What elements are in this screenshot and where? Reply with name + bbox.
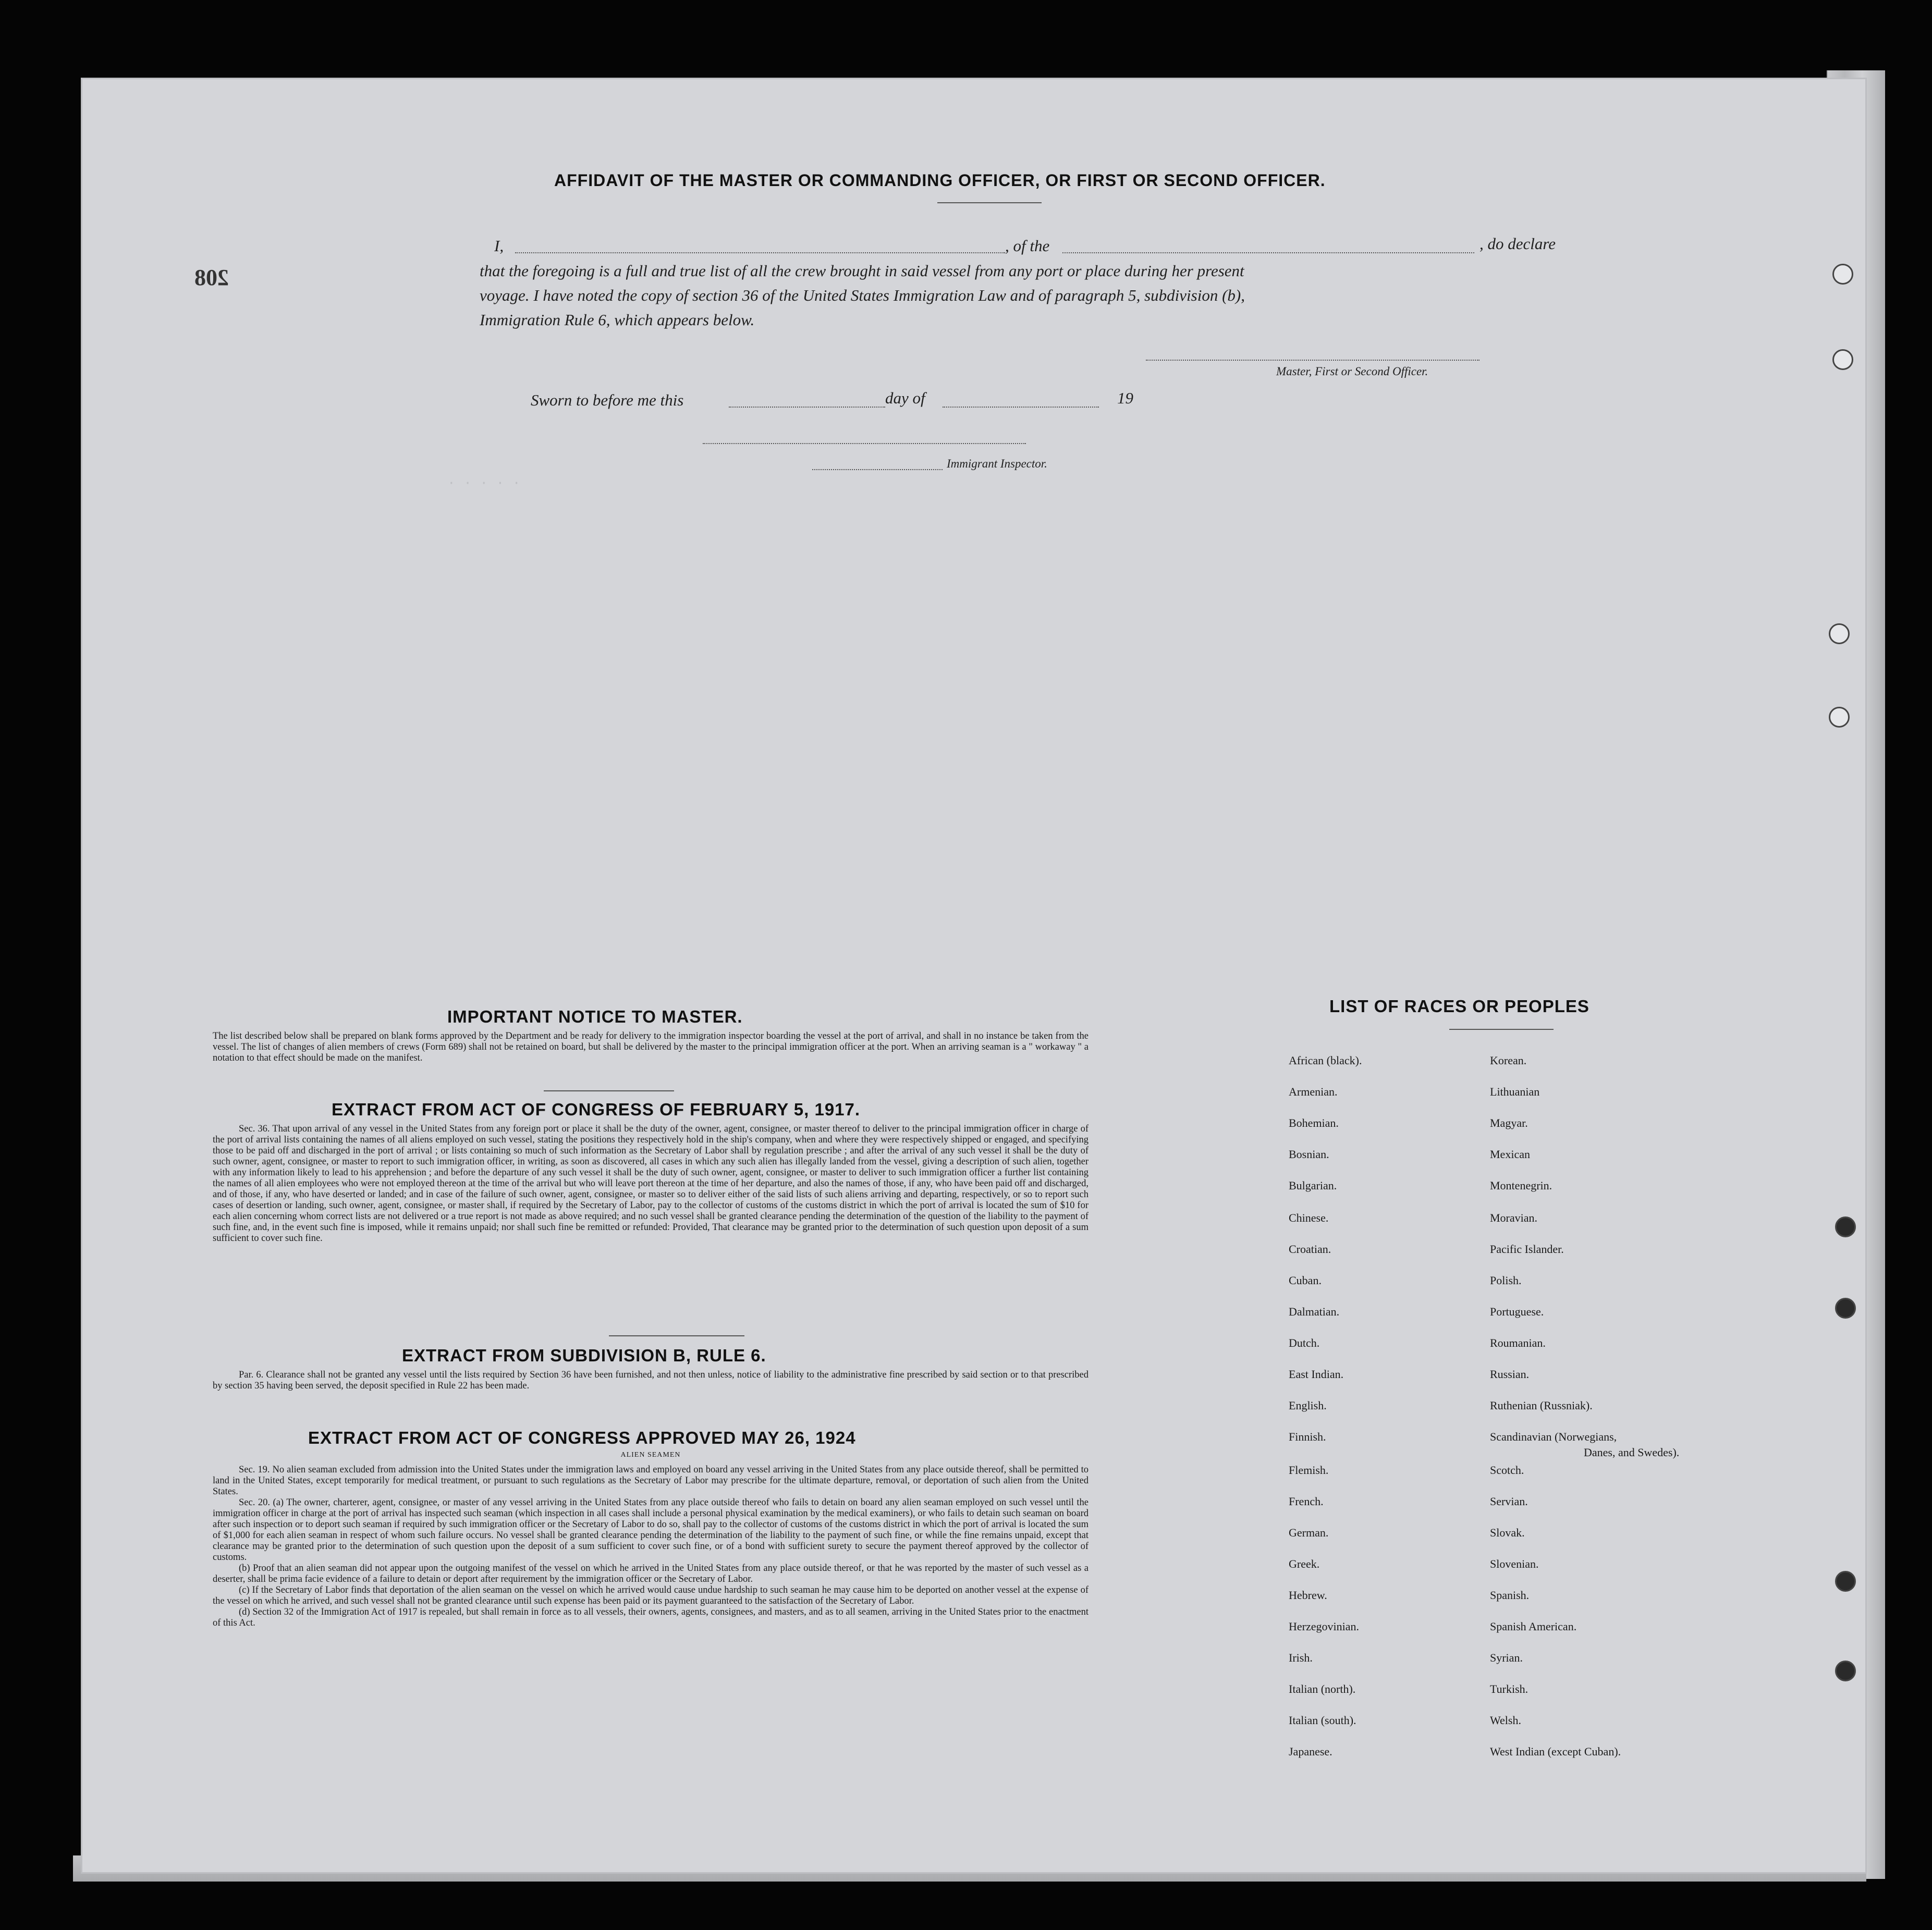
binder-hole	[1832, 264, 1853, 285]
races-title: LIST OF RACES OR PEOPLES	[1329, 997, 1589, 1016]
extract-1924-subtitle: ALIEN SEAMEN	[620, 1451, 681, 1459]
extract-1924-sec-19: Sec. 19. No alien seaman excluded from admission into the United States under the immigration laws and employed on board any vessel arriving in the United States from any place outside thereof, shall be permitted to land in the United States, except temporarily for medical treatment, or pursuant to such regulations as the Secretary of Labor may prescribe for the ultimate departure, removal, or deportation of such alien from the United States.	[213, 1465, 1089, 1497]
race-right-0: Korean.	[1490, 1054, 1527, 1067]
extract-1924-title: EXTRACT FROM ACT OF CONGRESS APPROVED MAY 26, 1924	[308, 1428, 856, 1447]
extract-rule6-title: EXTRACT FROM SUBDIVISION B, RULE 6.	[402, 1346, 766, 1365]
master-signature-line	[1146, 360, 1479, 361]
sworn-label: Sworn to before me this	[531, 391, 684, 409]
extract-1924-sec-20b: (b) Proof that an alien seaman did not appear upon the outgoing manifest of the vessel on which he arrived in the United States from any place outside thereof, or that he was reported by the master of such vessel as a deserter, shall be prima facie evidence of a failure to detain or deport after requirement by the immigration officer or the Secretary of Labor.	[213, 1563, 1089, 1584]
race-left-14: French.	[1289, 1495, 1324, 1508]
extract-1917-title: EXTRACT FROM ACT OF CONGRESS OF FEBRUARY 5, 1917.	[332, 1100, 861, 1119]
title-rule	[937, 202, 1042, 203]
race-left-2: Bohemian.	[1289, 1116, 1339, 1129]
affidavit-line-1: that the foregoing is a full and true list of all the crew brought in said vessel from any port or place during her present	[480, 262, 1244, 280]
race-left-15: German.	[1289, 1526, 1329, 1539]
affidavit-line-3: Immigration Rule 6, which appears below.	[480, 311, 755, 329]
race-right-5: Moravian.	[1490, 1211, 1538, 1224]
race-left-12: Finnish.	[1289, 1430, 1326, 1443]
race-right-13: Scotch.	[1490, 1464, 1524, 1477]
affidavit-i: I,	[494, 237, 504, 255]
inspector-caption: Immigrant Inspector.	[947, 457, 1047, 470]
binder-hole	[1835, 1661, 1856, 1681]
race-right-9: Roumanian.	[1490, 1336, 1546, 1349]
document-page	[82, 79, 1865, 1872]
binder-hole	[1835, 1571, 1856, 1592]
race-right-11: Ruthenian (Russniak).	[1490, 1399, 1593, 1412]
race-right-6: Pacific Islander.	[1490, 1243, 1564, 1256]
race-right-14: Servian.	[1490, 1495, 1528, 1508]
month-blank	[943, 407, 1099, 408]
race-left-3: Bosnian.	[1289, 1148, 1329, 1161]
race-left-6: Croatian.	[1289, 1243, 1331, 1256]
extract-1924-sec-20d: (d) Section 32 of the Immigration Act of 1917 is repealed, but shall remain in force as to all vessels, their owners, agents, consignees, and masters, and as to all seamen, arriving in the United States prior to the enactment of this Act.	[213, 1607, 1089, 1628]
inspector-prefix-line	[812, 469, 943, 470]
binder-hole	[1832, 349, 1853, 370]
race-right-18: Spanish American.	[1490, 1620, 1577, 1633]
race-left-21: Italian (south).	[1289, 1714, 1356, 1727]
race-right-21: Welsh.	[1490, 1714, 1521, 1727]
race-right-1: Lithuanian	[1490, 1085, 1540, 1098]
race-left-4: Bulgarian.	[1289, 1179, 1337, 1192]
master-signature-caption: Master, First or Second Officer.	[1276, 365, 1428, 378]
extract-1924-sec-20c: (c) If the Secretary of Labor finds that deportation of the alien seaman on the vessel on which he arrived would cause undue hardship to such seaman he may cause him to be deported on another vessel at the expense of the vessel on which he arrived, and such vessel shall not be granted clearance until such expense has been paid or its payment guaranteed to the satisfaction of the Secretary of Labor.	[213, 1585, 1089, 1606]
race-left-5: Chinese.	[1289, 1211, 1329, 1224]
binder-hole	[1829, 623, 1850, 644]
day-of-label: day of	[885, 389, 925, 407]
race-left-11: English.	[1289, 1399, 1327, 1412]
race-right-16: Slovenian.	[1490, 1557, 1539, 1570]
race-left-22: Japanese.	[1289, 1745, 1332, 1758]
race-right-continuation: Danes, and Swedes).	[1584, 1446, 1680, 1459]
notice-text: The list described below shall be prepared on blank forms approved by the Department and be ready for delivery to the immigration inspector boarding the vessel at the port of arrival, and shall in no instance be taken from the vessel. The list of changes of alien members of crews (Form 689) shall not be retained on board, but shall be delivered by the master to the principal immigration officer at the port. When an arriving seaman is a " workaway " a notation to that effect should be made on the manifest.	[213, 1031, 1089, 1063]
race-left-8: Dalmatian.	[1289, 1305, 1340, 1318]
race-left-17: Hebrew.	[1289, 1589, 1327, 1602]
vessel-blank	[1062, 252, 1474, 253]
race-left-9: Dutch.	[1289, 1336, 1320, 1349]
race-left-20: Italian (north).	[1289, 1682, 1356, 1695]
race-left-18: Herzegovinian.	[1289, 1620, 1359, 1633]
binder-hole	[1835, 1216, 1856, 1237]
name-blank	[515, 252, 1005, 253]
race-right-3: Mexican	[1490, 1148, 1530, 1161]
race-right-20: Turkish.	[1490, 1682, 1529, 1695]
notice-title: IMPORTANT NOTICE TO MASTER.	[447, 1007, 743, 1026]
race-left-1: Armenian.	[1289, 1085, 1338, 1098]
extract-1924-sec-20a: Sec. 20. (a) The owner, charterer, agent, consignee, or master of any vessel arriving in the United States from any place outside thereof who fails to detain on board any alien seaman employed on such vessel until the immigration officer in charge at the port of arrival has inspected such seaman (which inspection in all cases shall include a personal physical examination by the medical examiners), or who fails to detain such seaman on board after such inspection or to deport such seaman if required by such immigration officer or the Secretary of Labor to do so, shall pay to the collector of customs of the customs district in which the port of arrival is located the sum of $1,000 for each alien seaman in respect of whom such failure occurs. No vessel shall be granted clearance pending the determination of the liability to the payment of such fine, or while the fine remains unpaid, except that clearance may be granted prior to the determination of such question upon the deposit of a sum sufficient to cover such fine, or of a bond with sufficient surety to secure the payment thereof approved by the collector of customs.	[213, 1497, 1089, 1563]
year-label: 19	[1117, 389, 1133, 407]
race-left-7: Cuban.	[1289, 1274, 1322, 1287]
race-left-0: African (black).	[1289, 1054, 1362, 1067]
day-blank	[729, 407, 885, 408]
race-right-2: Magyar.	[1490, 1116, 1528, 1129]
affidavit-do-declare: , do declare	[1479, 235, 1556, 253]
margin-number: 208	[194, 265, 229, 290]
race-right-15: Slovak.	[1490, 1526, 1525, 1539]
race-right-12: Scandinavian (Norwegians,	[1490, 1430, 1617, 1443]
race-right-17: Spanish.	[1490, 1589, 1530, 1602]
race-left-10: East Indian.	[1289, 1368, 1344, 1381]
extract-1917-text: Sec. 36. That upon arrival of any vessel in the United States from any foreign port or place it shall be the duty of the owner, agent, consignee, or master thereof to deliver to the principal immigration officer in charge of the port of arrival lists containing the names of all aliens employed on such vessel, stating the positions they respectively hold in the ship's company, when and where they were respectively shipped or engaged, and specifying those to be paid off and discharged in the port of arrival ; or lists containing so much of such information as the Secretary of Labor shall by regulation prescribe ; and after the arrival of any such vessel it shall be the duty of such owner, agent, consignee, or master to report to such immigration officer, in writing, as soon as discovered, all cases in which any such alien has illegally landed from the vessel, giving a description of such alien, together with any information likely to lead to his apprehension ; and before the departure of any such vessel it shall be the duty of such owner, agent, consignee, or master to deliver to such immigration officer a further list containing the names of all alien employees who were not employed thereon at the time of the arrival but who will leave port thereon at the time of her departure, and also the names of those, if any, who have been paid off and discharged, and of those, if any, who have deserted or landed; and in case of the failure of such owner, agent, consignee, or master so to deliver either of the said lists of such aliens arriving and departing, respectively, or so to report such cases of desertion or landing, such owner, agent, consignee, or master shall, if required by the Secretary of Labor, pay to the collector of customs of the customs district in which the port of arrival is located the sum of $10 for each alien concerning whom correct lists are not delivered or a true report is not made as above required; and no such vessel shall be granted clearance pending the determination of the question of the liability to the payment of such fine, and, in the event such fine is imposed, while it remains unpaid; nor shall such fine be remitted or refunded: Provided, That clearance may be granted prior to the determination of such question upon deposit of a sum sufficient to cover such fine.	[213, 1124, 1089, 1244]
race-right-10: Russian.	[1490, 1368, 1530, 1381]
race-left-16: Greek.	[1289, 1557, 1320, 1570]
affidavit-title: AFFIDAVIT OF THE MASTER OR COMMANDING OFFICER, OR FIRST OR SECOND OFFICER.	[554, 171, 1326, 190]
section-divider	[544, 1090, 674, 1091]
race-left-19: Irish.	[1289, 1651, 1313, 1664]
race-right-4: Montenegrin.	[1490, 1179, 1552, 1192]
race-right-22: West Indian (except Cuban).	[1490, 1745, 1621, 1758]
race-right-19: Syrian.	[1490, 1651, 1523, 1664]
affidavit-of-the: , of the	[1005, 237, 1050, 255]
section-divider	[609, 1335, 744, 1336]
race-left-13: Flemish.	[1289, 1464, 1329, 1477]
extract-rule6-text: Par. 6. Clearance shall not be granted any vessel until the lists required by Section 36 have been furnished, and not then unless, notice of liability to the administrative fine prescribed by said section or to that prescribed by section 35 having been served, the deposit specified in Rule 22 has been made.	[213, 1370, 1089, 1391]
races-title-rule	[1449, 1029, 1554, 1030]
race-right-8: Portuguese.	[1490, 1305, 1544, 1318]
binder-hole	[1835, 1298, 1856, 1319]
extract-1924-body	[213, 1465, 1089, 1629]
affidavit-line-2: voyage. I have noted the copy of section 36 of the United States Immigration Law and of paragraph 5, subdivision (b),	[480, 286, 1245, 304]
bleed-through-text: · · · · ·	[447, 475, 521, 491]
race-right-7: Polish.	[1490, 1274, 1522, 1287]
binder-hole	[1829, 707, 1850, 728]
inspector-signature-line	[703, 443, 1026, 444]
